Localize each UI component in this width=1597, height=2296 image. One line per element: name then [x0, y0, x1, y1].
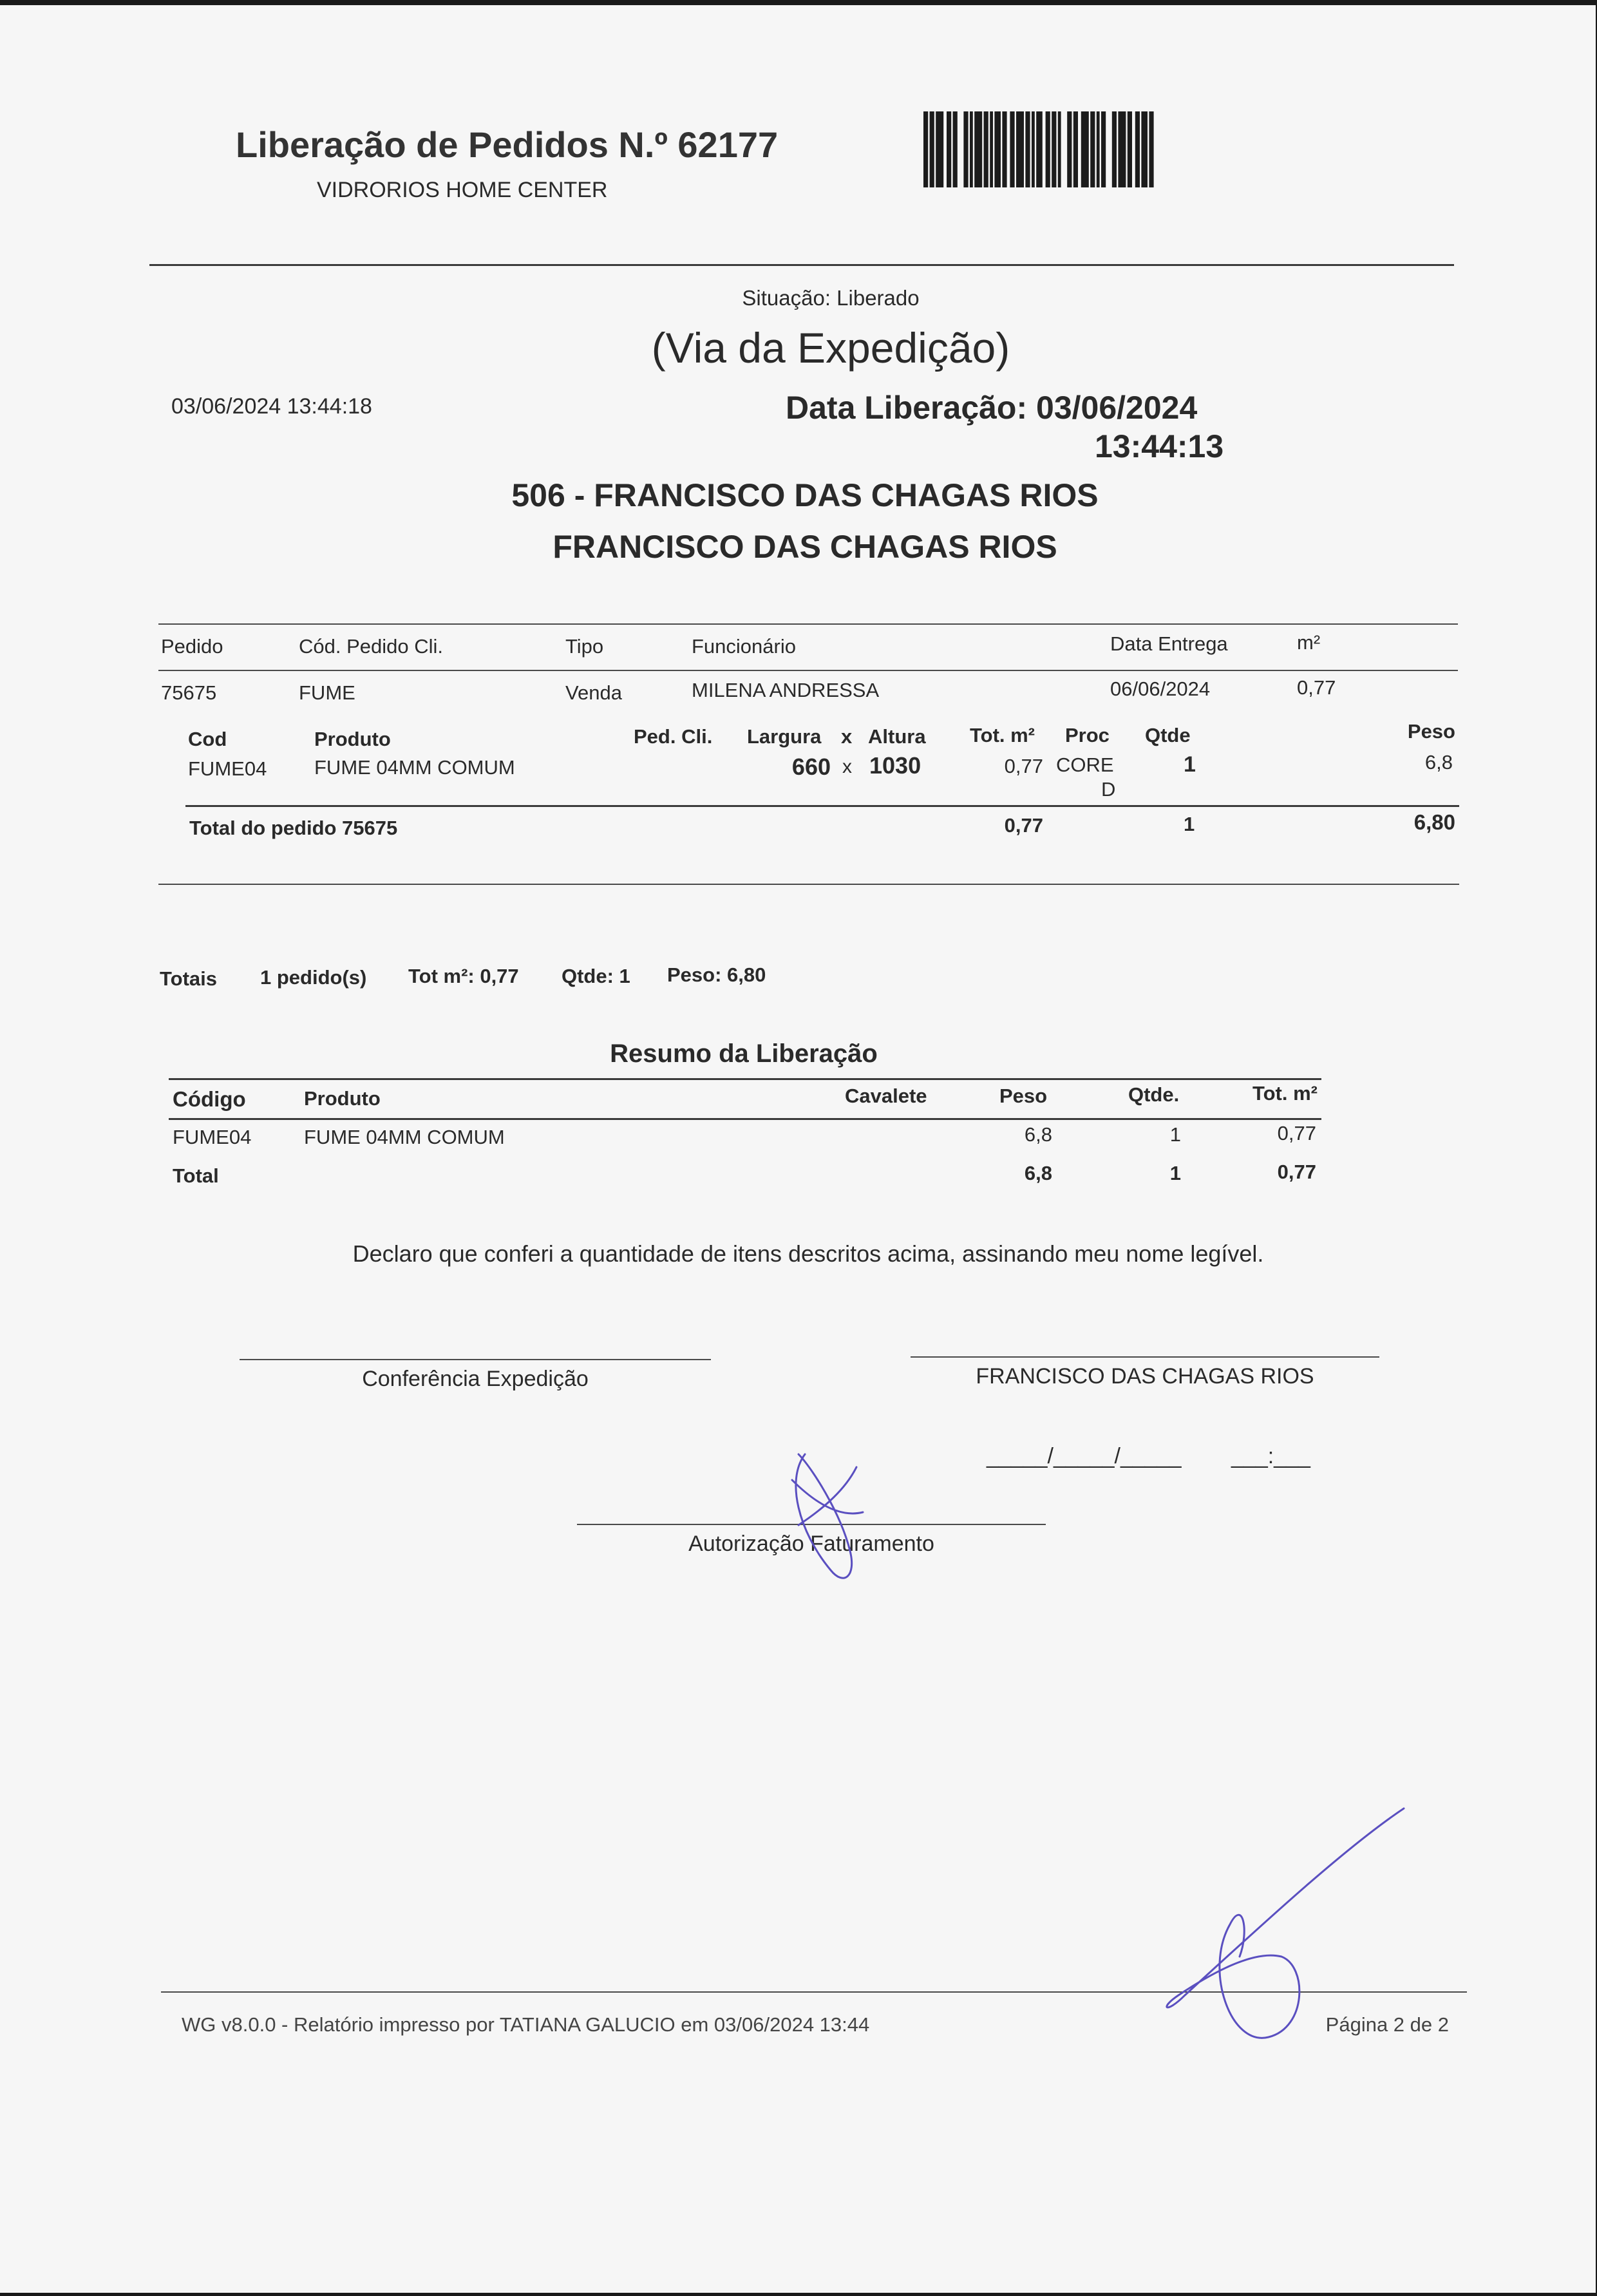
item-tot-m2: 0,77 [1004, 755, 1043, 777]
barcode-bar [936, 111, 943, 187]
col-header-tipo: Tipo [565, 635, 604, 658]
item-header-qtde: Qtde [1145, 724, 1191, 746]
barcode-bar [1118, 111, 1126, 187]
autorizacao-label: Autorização Faturamento [688, 1532, 934, 1556]
barcode-bar [1067, 111, 1072, 187]
barcode-bar [1101, 111, 1106, 187]
item-proc-continued: D [1101, 778, 1116, 801]
barcode-bar [1128, 111, 1132, 187]
item-header-proc: Proc [1065, 724, 1110, 746]
conferencia-signature-line [240, 1359, 711, 1360]
barcode-bar [1141, 111, 1148, 187]
order-m2: 0,77 [1297, 676, 1336, 699]
order-total-tot-m2: 0,77 [1004, 814, 1043, 837]
summary-header-produto: Produto [304, 1087, 381, 1110]
item-header-ped-cli: Ped. Cli. [634, 725, 713, 748]
item-qtde: 1 [1184, 752, 1196, 777]
barcode-bar [1097, 111, 1100, 187]
barcode-bar [1002, 111, 1006, 187]
summary-header-rule [169, 1118, 1321, 1120]
date-blank: _____/_____/_____ [987, 1444, 1182, 1468]
totals-label: Totais [160, 967, 217, 990]
client-name-line2: FRANCISCO DAS CHAGAS RIOS [553, 529, 1057, 565]
summary-row-tot-m2: 0,77 [1277, 1122, 1316, 1144]
item-header-tot-m2: Tot. m² [970, 724, 1035, 746]
summary-total-tot-m2: 0,77 [1277, 1161, 1316, 1183]
col-header-cod-pedido-cli: Cód. Pedido Cli. [299, 635, 444, 658]
order-total-rule [185, 805, 1459, 807]
order-total-peso: 6,80 [1413, 810, 1455, 834]
client-signature-label: FRANCISCO DAS CHAGAS RIOS [976, 1364, 1314, 1389]
col-header-pedido: Pedido [161, 635, 223, 658]
time-blank: ___:___ [1231, 1444, 1310, 1468]
summary-header-peso: Peso [999, 1085, 1048, 1107]
item-altura: 1030 [869, 752, 921, 779]
item-header-peso: Peso [1407, 720, 1455, 743]
col-header-funcionario: Funcionário [692, 635, 796, 658]
barcode-bar [1073, 111, 1078, 187]
barcode-bar [990, 111, 993, 187]
totals-peso: Peso: 6,80 [667, 963, 766, 986]
order-funcionario: MILENA ANDRESSA [692, 679, 880, 701]
client-name-line1: 506 - FRANCISCO DAS CHAGAS RIOS [511, 477, 1099, 513]
col-header-m2: m² [1297, 631, 1321, 654]
item-produto: FUME 04MM COMUM [314, 756, 515, 779]
order-tipo: Venda [565, 681, 622, 704]
barcode-bar [947, 111, 951, 187]
barcode-bar [1112, 111, 1117, 187]
summary-total-peso: 6,8 [1024, 1162, 1052, 1184]
order-total-qtde: 1 [1184, 813, 1195, 835]
barcode-bar [1058, 111, 1061, 187]
totals-qtde: Qtde: 1 [562, 965, 630, 987]
handwritten-initials [773, 1441, 876, 1596]
summary-top-rule [169, 1078, 1321, 1080]
order-table-top-rule [158, 623, 1458, 625]
summary-header-cavalete: Cavalete [845, 1085, 927, 1107]
barcode-bar [1081, 111, 1089, 187]
col-header-data-entrega: Data Entrega [1110, 632, 1228, 655]
barcode-bar [963, 111, 968, 187]
barcode-bar [953, 111, 958, 187]
declaration-text: Declaro que conferi a quantidade de itens descritos acima, assinando meu nome legível. [352, 1240, 1264, 1267]
order-data-entrega: 06/06/2024 [1110, 678, 1211, 700]
item-peso: 6,8 [1424, 751, 1453, 773]
item-header-cod: Cod [188, 728, 227, 750]
summary-header-codigo: Código [173, 1087, 246, 1111]
barcode-bar [1149, 111, 1153, 187]
item-x: x [842, 756, 852, 777]
summary-total-qtde: 1 [1169, 1162, 1181, 1184]
item-cod: FUME04 [188, 757, 267, 780]
order-pedido: 75675 [161, 681, 217, 704]
barcode-bar [923, 111, 928, 187]
item-largura: 660 [791, 754, 831, 780]
barcode-bar [1052, 111, 1056, 187]
summary-header-qtde: Qtde. [1128, 1083, 1180, 1106]
barcode-bar [1090, 111, 1095, 187]
barcode-bar [1046, 111, 1050, 187]
item-header-produto: Produto [314, 728, 391, 750]
copy-label: (Via da Expedição) [651, 324, 1010, 372]
header-divider [149, 264, 1454, 266]
footer-printed-by: WG v8.0.0 - Relatório impresso por TATIANA GALUCIO em 03/06/2024 13:44 [182, 2013, 870, 2036]
barcode-bar [970, 111, 973, 187]
barcode-bar [930, 111, 934, 187]
barcode-bar [984, 111, 988, 187]
barcode-bar [1010, 111, 1014, 187]
barcode-bar [1025, 111, 1030, 187]
print-timestamp: 03/06/2024 13:44:18 [171, 394, 372, 419]
totals-tot-m2: Tot m²: 0,77 [408, 965, 519, 987]
order-total-label: Total do pedido 75675 [189, 817, 398, 839]
barcode-bar [994, 111, 1001, 187]
footer-page-number: Página 2 de 2 [1325, 2013, 1449, 2036]
order-table-bottom-rule [158, 884, 1459, 885]
barcode-bar [974, 111, 982, 187]
status-line: Situação: Liberado [742, 286, 920, 310]
order-table-header-rule [158, 670, 1458, 671]
totals-pedidos: 1 pedido(s) [260, 966, 367, 989]
barcode-bar [1135, 111, 1140, 187]
document-title: Liberação de Pedidos N.º 62177 [236, 124, 779, 165]
barcode-bar [1036, 111, 1043, 187]
document-page [0, 5, 1596, 2293]
order-cod-pedido-cli: FUME [299, 681, 355, 704]
summary-row-qtde: 1 [1169, 1123, 1181, 1146]
release-date: Data Liberação: 03/06/2024 [786, 390, 1198, 426]
conferencia-label: Conferência Expedição [362, 1367, 589, 1391]
item-header-x: x [841, 725, 853, 748]
item-header-altura: Altura [868, 725, 926, 748]
barcode-bar [1016, 111, 1024, 187]
release-time: 13:44:13 [1095, 428, 1224, 464]
summary-total-label: Total [173, 1164, 219, 1187]
barcode-bar [1032, 111, 1035, 187]
summary-row-produto: FUME 04MM COMUM [304, 1126, 505, 1148]
summary-row-peso: 6,8 [1024, 1123, 1052, 1146]
company-name: VIDRORIOS HOME CENTER [317, 178, 608, 202]
summary-title: Resumo da Liberação [610, 1039, 878, 1068]
item-header-largura: Largura [747, 725, 822, 748]
barcode [923, 111, 1153, 189]
summary-header-tot-m2: Tot. m² [1252, 1082, 1318, 1105]
handwritten-signature [1153, 1802, 1423, 2047]
item-proc: CORE [1056, 754, 1114, 776]
summary-row-codigo: FUME04 [173, 1126, 252, 1148]
client-signature-line [911, 1356, 1379, 1358]
